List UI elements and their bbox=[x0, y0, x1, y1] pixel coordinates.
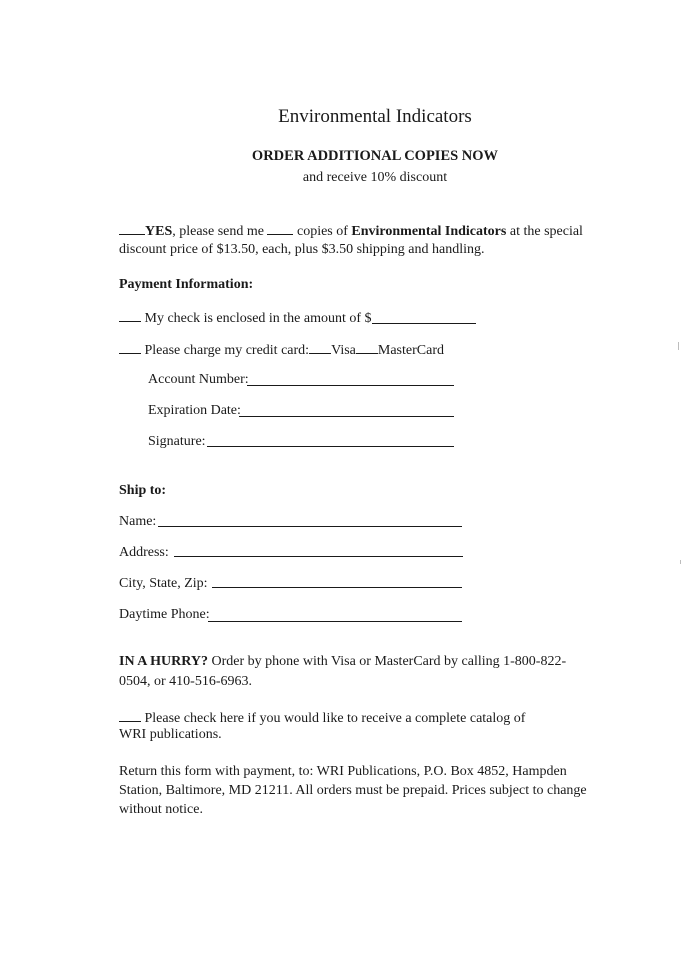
yes-text-2: copies of bbox=[296, 224, 348, 239]
publication-name: Environmental Indicators bbox=[351, 224, 507, 239]
return-line-3: without notice. bbox=[119, 802, 203, 817]
yes-line-2: discount price of $13.50, each, plus $3.50 shipping and handling. bbox=[119, 242, 485, 257]
check-line bbox=[119, 309, 372, 327]
address-label: Address: bbox=[119, 545, 169, 560]
name-field[interactable] bbox=[158, 526, 462, 527]
account-number-label: Account Number: bbox=[148, 372, 249, 387]
yes-label: YES bbox=[145, 224, 173, 239]
hurry-text-1: Order by phone with Visa or MasterCard by calling 1-800-822- bbox=[211, 654, 567, 669]
yes-text-1: , please send me bbox=[172, 224, 264, 239]
expiration-date-field[interactable] bbox=[239, 416, 454, 417]
catalog-line-2: WRI publications. bbox=[119, 727, 222, 742]
signature-label: Signature: bbox=[148, 434, 206, 449]
visa-label: Visa bbox=[331, 343, 356, 358]
city-state-zip-field[interactable] bbox=[212, 587, 462, 588]
yes-line-1 bbox=[119, 222, 583, 240]
address-field[interactable] bbox=[174, 556, 463, 557]
check-amount-field[interactable] bbox=[372, 323, 476, 324]
mastercard-label: MasterCard bbox=[377, 343, 444, 358]
visa-option-blank[interactable] bbox=[309, 341, 331, 354]
credit-card-line bbox=[119, 341, 444, 359]
daytime-phone-field[interactable] bbox=[208, 621, 462, 622]
credit-card-option-blank[interactable] bbox=[119, 341, 141, 354]
order-heading: ORDER ADDITIONAL COPIES NOW bbox=[251, 148, 499, 164]
mastercard-option-blank[interactable] bbox=[356, 341, 378, 354]
name-label: Name: bbox=[119, 514, 157, 529]
account-number-field[interactable] bbox=[247, 385, 454, 386]
expiration-date-label: Expiration Date: bbox=[148, 403, 241, 418]
discount-subheading: and receive 10% discount bbox=[302, 170, 448, 185]
catalog-text-1: Please check here if you would like to receive a complete catalog of bbox=[144, 711, 526, 726]
hurry-lead: IN A HURRY? bbox=[119, 654, 208, 669]
copies-count-blank[interactable] bbox=[267, 222, 293, 235]
check-label: My check is enclosed in the amount of $ bbox=[144, 311, 372, 326]
yes-text-3: at the special bbox=[509, 224, 583, 239]
daytime-phone-label: Daytime Phone: bbox=[119, 607, 210, 622]
catalog-line-1 bbox=[119, 709, 525, 727]
city-state-zip-label: City, State, Zip: bbox=[119, 576, 208, 591]
catalog-checkbox-blank[interactable] bbox=[119, 709, 141, 722]
hurry-line-1 bbox=[119, 654, 566, 670]
scan-speck bbox=[680, 560, 681, 564]
hurry-line-2: 0504, or 410-516-6963. bbox=[119, 674, 252, 689]
yes-checkbox-blank[interactable] bbox=[119, 222, 145, 235]
return-line-1: Return this form with payment, to: WRI Publications, P.O. Box 4852, Hampden bbox=[119, 764, 567, 779]
signature-field[interactable] bbox=[207, 446, 454, 447]
form-title: Environmental Indicators bbox=[278, 106, 472, 127]
ship-to-heading: Ship to: bbox=[119, 483, 167, 498]
scan-speck bbox=[678, 342, 679, 350]
return-line-2: Station, Baltimore, MD 21211. All orders must be prepaid. Prices subject to change bbox=[119, 783, 587, 798]
check-option-blank[interactable] bbox=[119, 309, 141, 322]
credit-card-label: Please charge my credit card: bbox=[144, 343, 310, 358]
payment-heading: Payment Information: bbox=[119, 277, 254, 292]
